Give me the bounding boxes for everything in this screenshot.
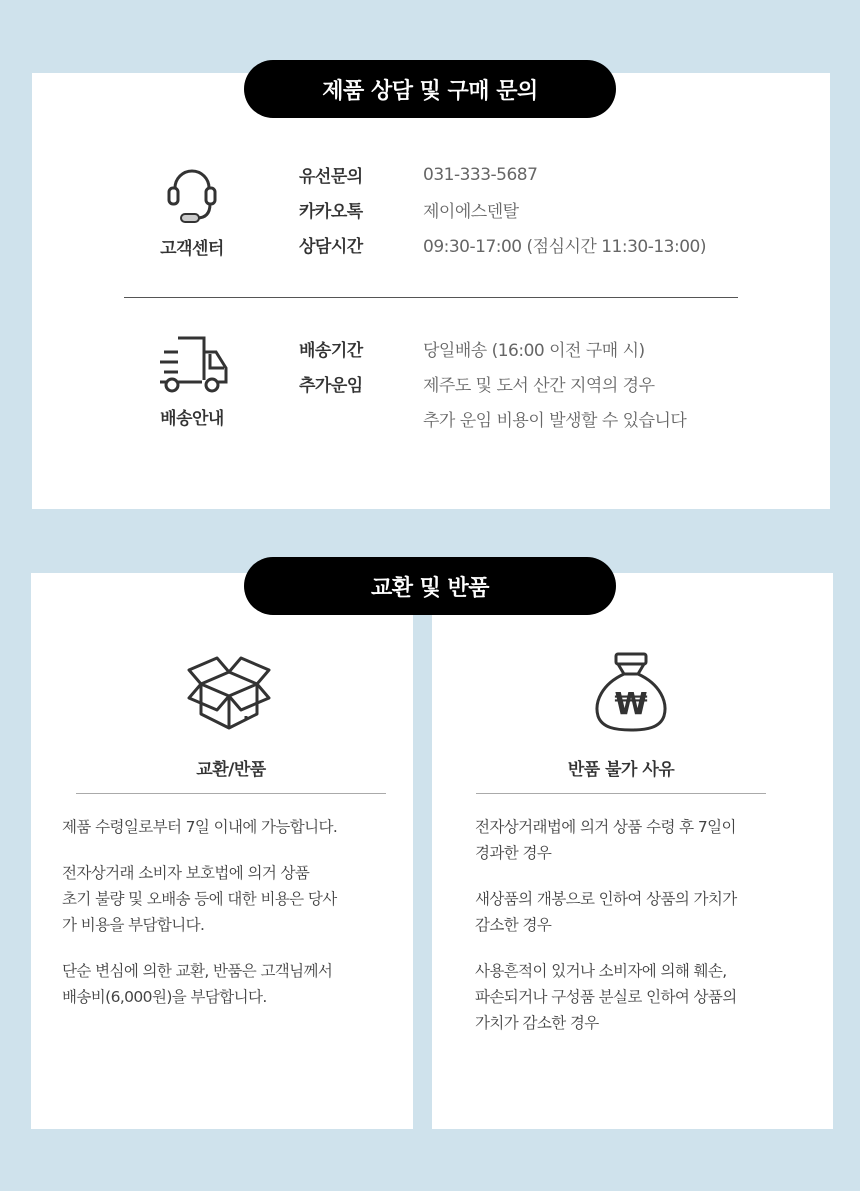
consultation-title: 제품 상담 및 구매 문의 <box>244 60 616 118</box>
exchange-divider <box>76 793 386 794</box>
box-icon <box>184 648 274 732</box>
no-return-paragraph: 사용흔적이 있거나 소비자에 의해 훼손, 파손되거나 구성품 분실로 인하여 상품의 가치가 감소한 경우 <box>475 962 737 1032</box>
exchange-return-title: 교환 및 반품 <box>244 557 616 615</box>
no-return-paragraph: 새상품의 개봉으로 인하여 상품의 가치가 감소한 경우 <box>475 890 737 934</box>
section-divider <box>124 297 738 298</box>
info-value: 당일배송 (16:00 이전 구매 시) <box>423 341 645 361</box>
info-row <box>299 331 686 366</box>
consultation-card <box>32 73 830 509</box>
info-row <box>299 366 686 401</box>
exchange-paragraph: 제품 수령일로부터 7일 이내에 가능합니다. <box>62 818 338 836</box>
info-key: 카카오톡 <box>299 202 363 222</box>
no-return-divider <box>476 793 766 794</box>
info-value: 추가 운임 비용이 발생할 수 있습니다 <box>423 411 687 431</box>
delivery-block <box>132 330 252 429</box>
info-row <box>299 227 706 262</box>
info-row <box>299 401 686 436</box>
headset-icon <box>157 158 227 228</box>
exchange-paragraph: 단순 변심에 의한 교환, 반품은 고객님께서 배송비(6,000원)을 부담합니다. <box>62 962 333 1006</box>
customer-center-block <box>132 158 252 259</box>
phone-value[interactable]: 031-333-5687 <box>423 164 538 185</box>
kakao-value: 제이에스덴탈 <box>423 202 519 222</box>
svg-text:₩: ₩ <box>614 687 648 722</box>
no-return-title: 반품 불가 사유 <box>567 760 675 780</box>
no-return-paragraph: 전자상거래법에 의거 상품 수령 후 7일이 경과한 경우 <box>475 818 736 862</box>
info-row <box>299 192 706 227</box>
money-bag-won-icon <box>586 650 676 734</box>
info-key: 상담시간 <box>299 237 363 257</box>
exchange-title: 교환/반품 <box>196 760 266 780</box>
info-key: 추가운임 <box>299 376 363 396</box>
info-key: 배송기간 <box>299 341 363 361</box>
info-row <box>299 157 706 192</box>
info-key: 유선문의 <box>299 167 363 187</box>
delivery-truck-icon <box>152 330 232 400</box>
delivery-label: 배송안내 <box>160 409 224 429</box>
exchange-paragraph: 전자상거래 소비자 보호법에 의거 상품 초기 불량 및 오배송 등에 대한 비용은 당사 가 비용을 부담합니다. <box>62 864 337 934</box>
hours-value: 09:30-17:00 (점심시간 11:30-13:00) <box>423 237 706 257</box>
customer-center-label: 고객센터 <box>160 239 224 259</box>
info-value: 제주도 및 도서 산간 지역의 경우 <box>423 376 655 396</box>
exchange-text <box>62 814 397 1030</box>
customer-info-table <box>299 157 706 262</box>
no-return-text <box>475 814 820 1056</box>
delivery-info-table <box>299 331 686 436</box>
